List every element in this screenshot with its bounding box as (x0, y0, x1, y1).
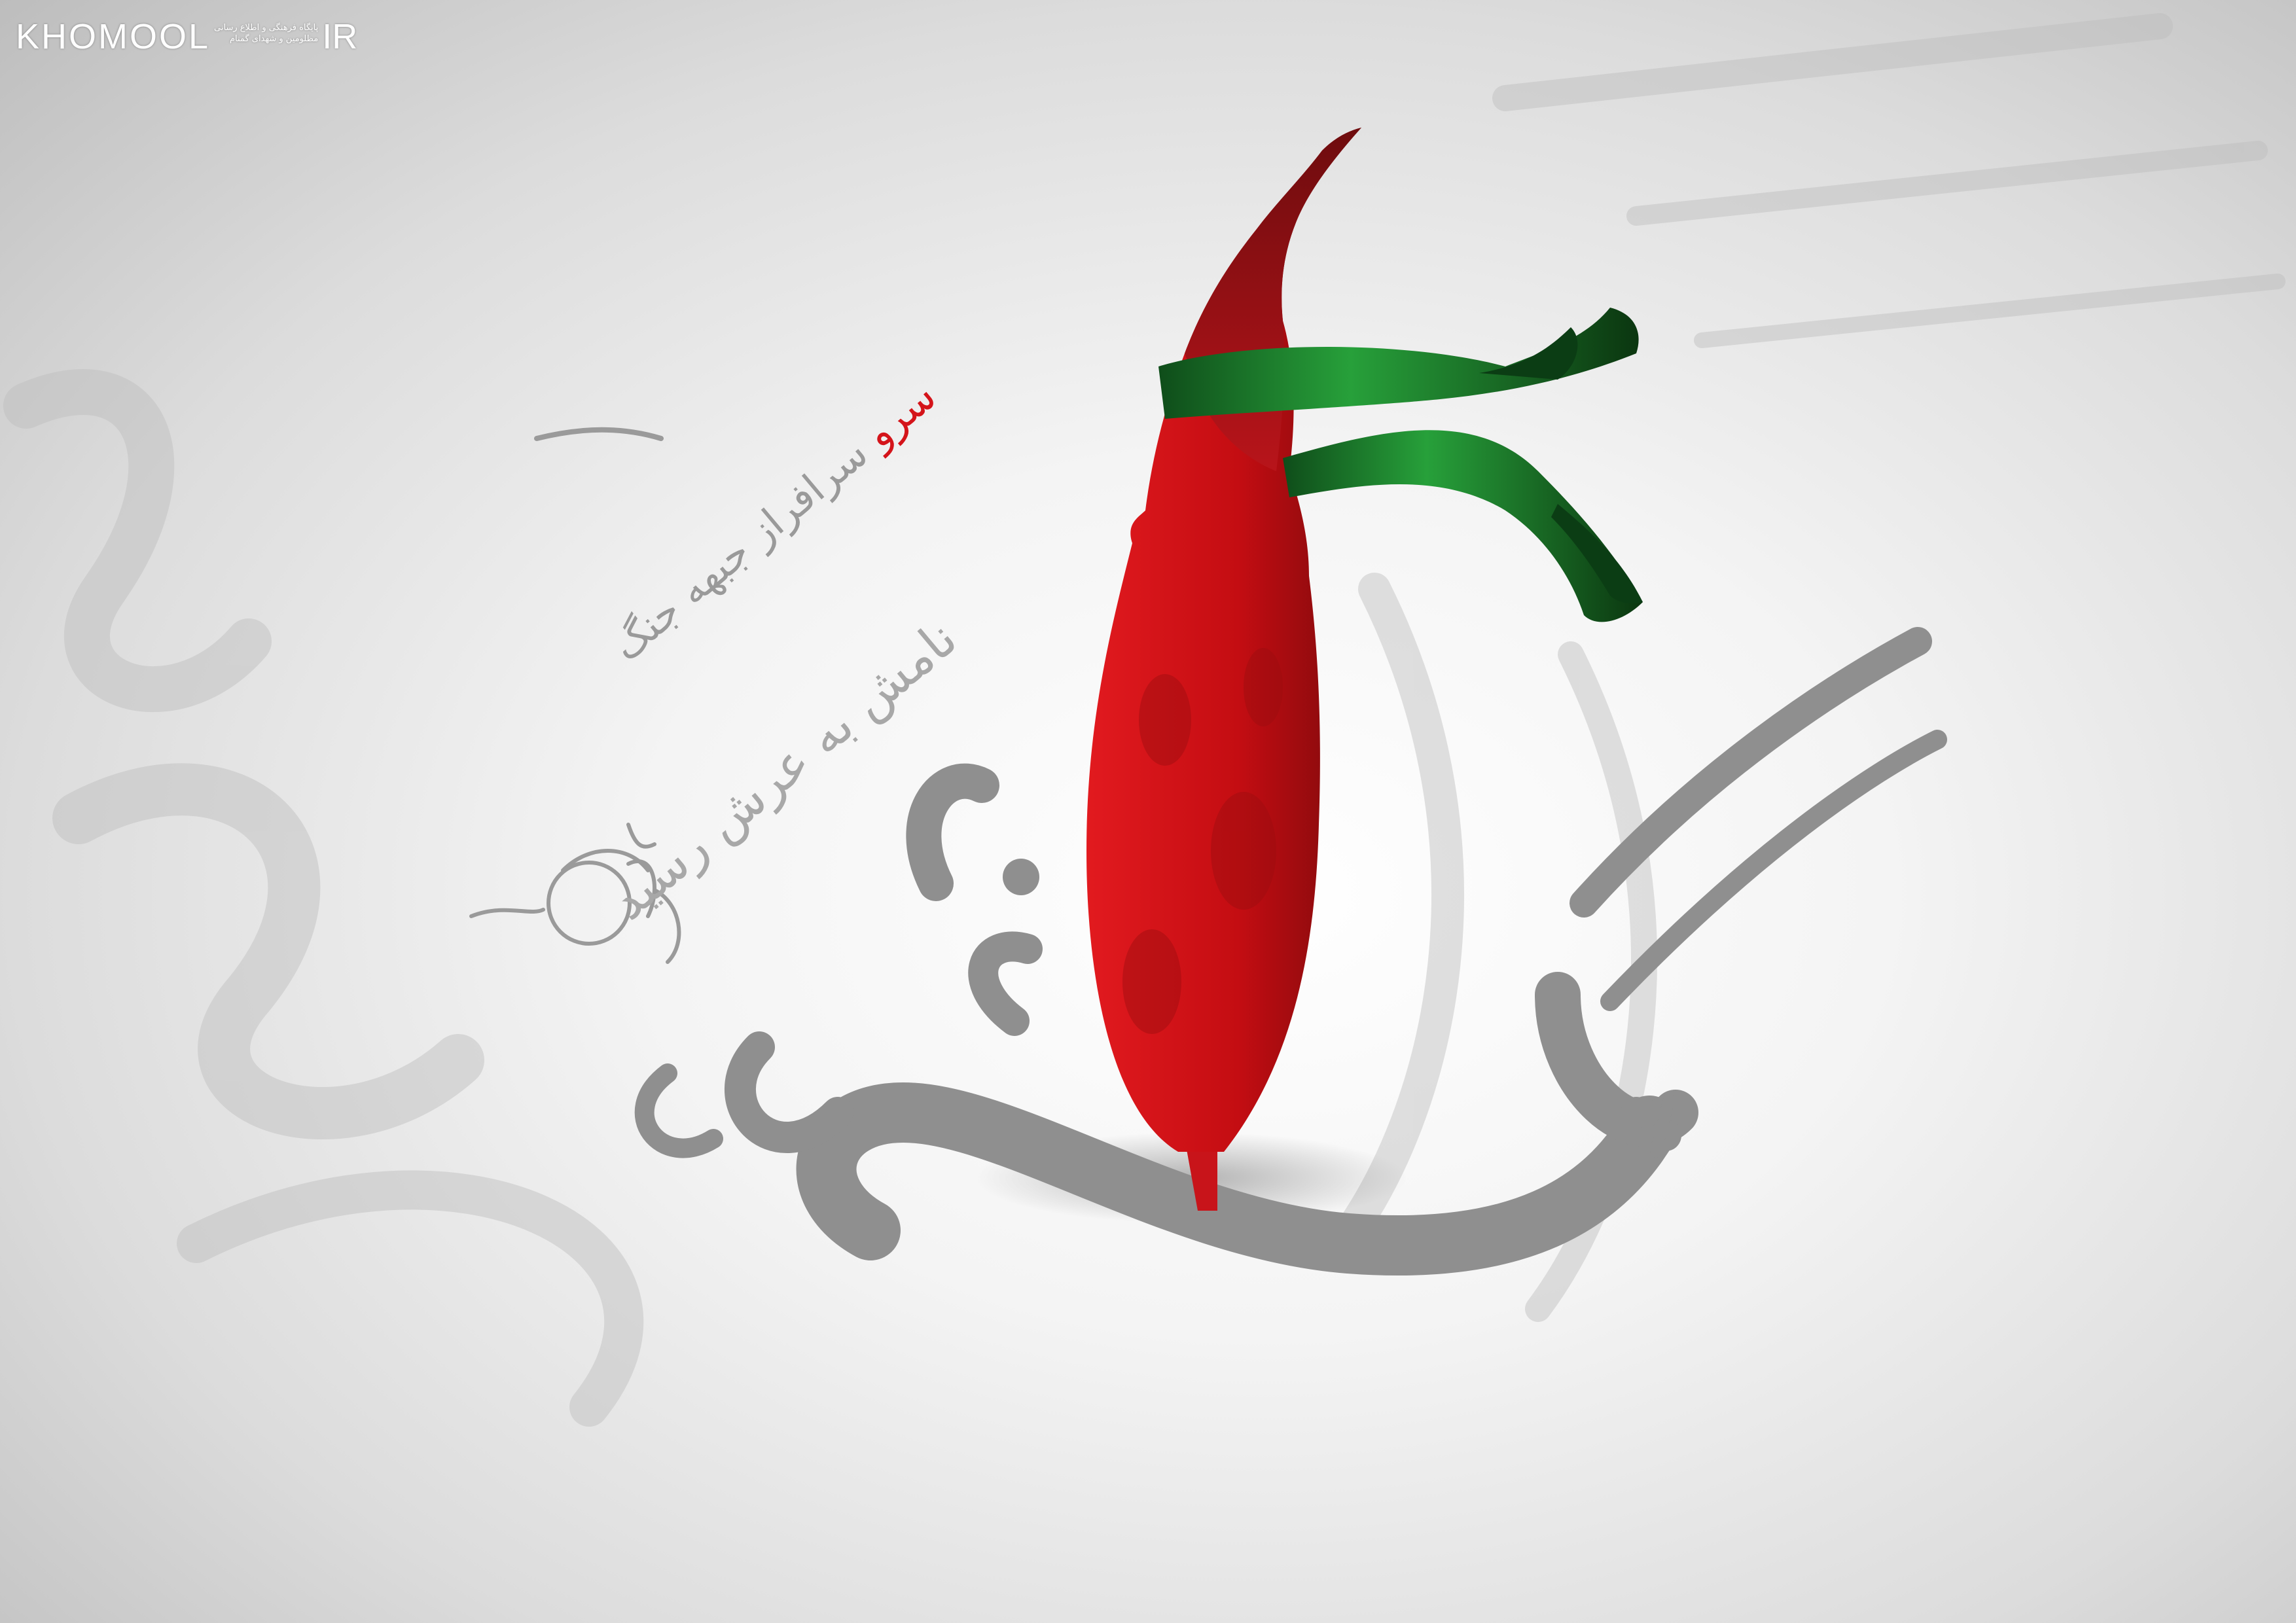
verse-highlight-word: سرو (855, 372, 945, 458)
red-cypress-tree-icon (1086, 128, 1361, 1211)
site-watermark (16, 17, 357, 63)
watermark-subtitle-line2: مظلومین و شهدای گمنام (230, 34, 319, 44)
watermark-subtitle (214, 22, 318, 45)
sword-stroke (537, 430, 661, 438)
watermark-brand: KHOMOOL (16, 17, 211, 56)
verse-line-2: نامش به عرش رسید (600, 609, 968, 931)
verse-line-1-text: سرافراز جبهه جنگ (602, 429, 877, 670)
watermark-subtitle-line1: پایگاه فرهنگی و اطلاع رسانی (214, 23, 319, 33)
watermark-tld: IR (322, 17, 358, 56)
